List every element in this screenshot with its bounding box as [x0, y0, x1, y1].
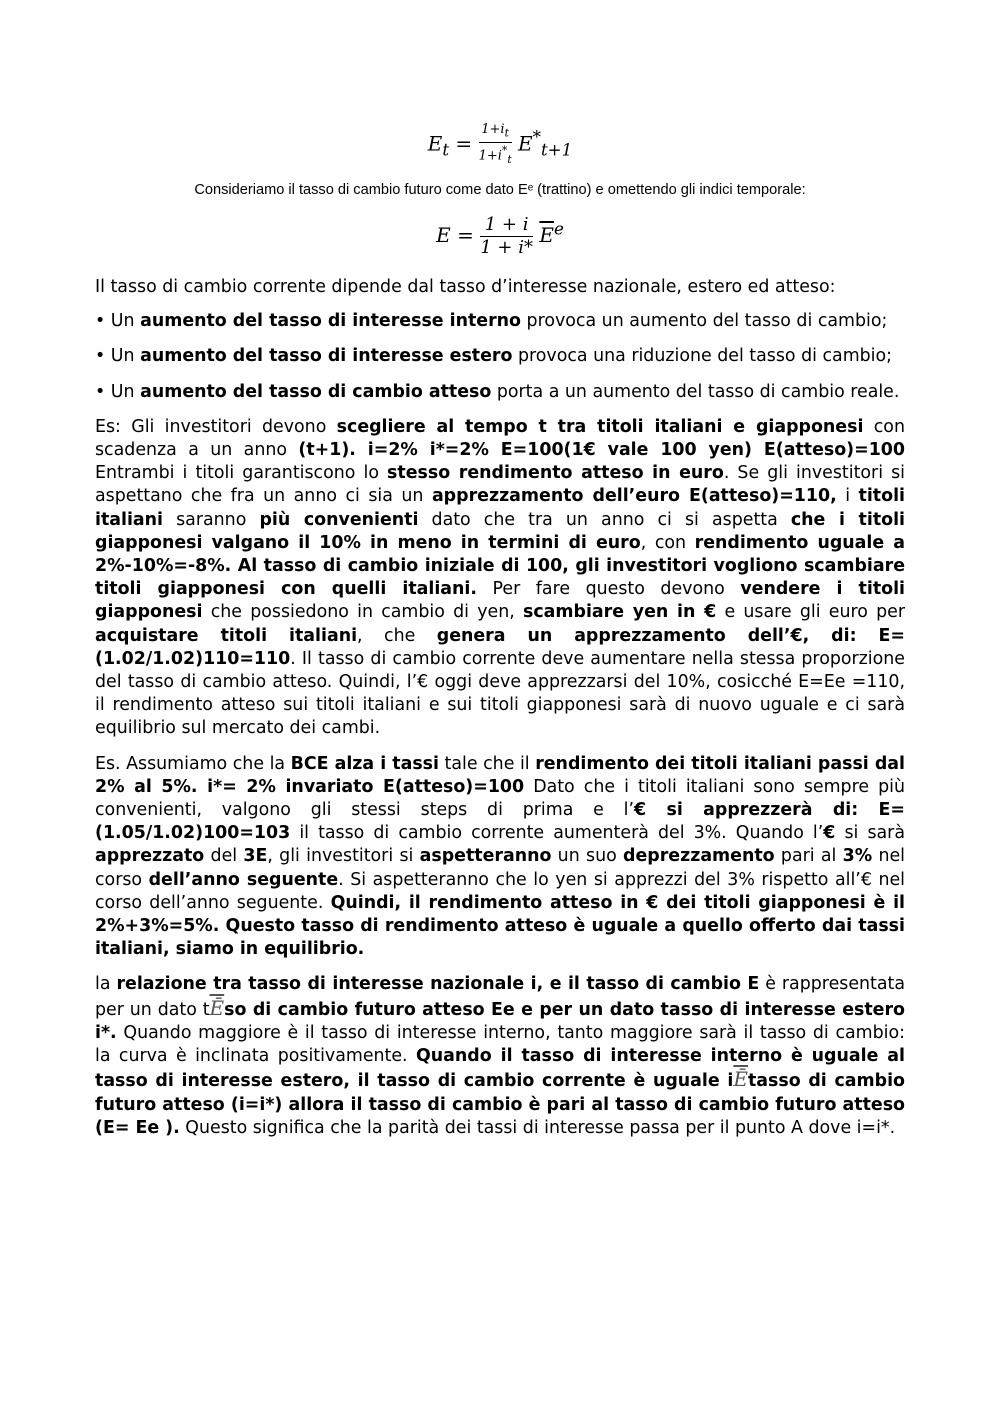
formula1-fraction: $\frac{1+i_t}{1+i^*_t}$: [478, 122, 512, 166]
example-paragraph-1: Es: Gli investitori devono scegliere al tempo t tra titoli italiani e giapponesi con scadenza a un anno (t+1). i=2% i*=2% E=100(1€ vale 100 yen) E(atteso)=100 Entrambi i titoli garantiscono lo stesso rendimento atteso in euro. Se gli investitori si aspettano che fra un anno ci sia un apprezzamento dell’euro E(atteso)=110, i titoli italiani saranno più convenienti dato che tra un anno ci si aspetta che i titoli giapponesi valgano il 10% in meno in termini di euro, con rendimento uguale a 2%-10%=-8%. Al tasso di cambio iniziale di 100, gli investitori vogliono scambiare titoli giapponesi con quelli italiani. Per fare questo devono vendere i titoli giapponesi che possiedono in cambio di yen, scambiare yen in € e usare gli euro per acquistare titoli italiani, che genera un apprezzamento dell’€, di: E=(1.02/1.02)110=110. Il tasso di cambio corrente deve aumentare nella stessa proporzione del tasso di cambio atteso. Quindi, l’€ oggi deve apprezzarsi del 10%, cosicché E=Ee =110, il rendimento atteso sui titoli italiani e sui titoli giapponesi sarà di nuovo uguale e ci sarà equilibrio sul mercato dei cambi.: [95, 416, 906, 739]
formula-exchange-rate: E = $\frac{1 + i}{1 + i*}$ $\overline{E}^e$: [436, 214, 564, 258]
bullet-item: • Un aumento del tasso di interesse interno provoca un aumento del tasso di cambio;: [95, 311, 888, 332]
formula-exchange-rate-time: $E_t$ = $\frac{1+i_t}{1+i^*_t}$ $E^*_{t+1}$: [427, 122, 573, 166]
document-body: [95, 276, 905, 1152]
bullet-item: • Un aumento del tasso di cambio atteso porta a un aumento del tasso di cambio reale.: [95, 381, 900, 402]
expected-rate-glyph: $\overline{Ē}$: [209, 995, 225, 1020]
bullet-item: • Un aumento del tasso di interesse estero provoca una riduzione del tasso di cambio;: [95, 346, 892, 367]
formula-note: Consideriamo il tasso di cambio futuro come dato Eᵉ (trattino) e omettendo gli indici temporale:: [194, 182, 806, 198]
formula2-fraction: $\frac{1 + i}{1 + i*}$: [480, 214, 533, 258]
example-paragraph-2: Es. Assumiamo che la BCE alza i tassi tale che il rendimento dei titoli italiani passi dal 2% al 5%. i*= 2% invariato E(atteso)=100 Dato che i titoli italiani sono sempre più convenienti, valgono gli stessi steps di prima e l’€ si apprezzerà di: E=(1.05/1.02)100=103 il tasso di cambio corrente aumenterà del 3%. Quando l’€ si sarà apprezzato del 3E, gli investitori si aspetteranno un suo deprezzamento pari al 3% nel corso dell’anno seguente. Si aspetteranno che lo yen si apprezzi del 3% rispetto all’€ nel corso dell’anno seguente. Quindi, il rendimento atteso in € dei titoli giapponesi è il 2%+3%=5%. Questo tasso di rendimento atteso è uguale a quello offerto dai tassi italiani, siamo in equilibrio.: [95, 753, 906, 960]
expected-rate-glyph: $\overline{Ē}$: [733, 1067, 748, 1092]
intro-paragraph: Il tasso di cambio corrente dipende dal tasso d’interesse nazionale, estero ed atteso:: [95, 277, 836, 297]
relation-paragraph: la relazione tra tasso di interesse nazionale i, e il tasso di cambio E è rappresentata per un dato $t\overline{Ē}so$ di cambio futuro atteso Ee e per un dato tasso di interesse estero i*. Quando maggiore è il tasso di interesse interno, tanto maggiore sarà il tasso di cambio: la curva è inclinata positivamente. Quando il tasso di interesse interno è uguale al tasso di interesse estero, il tasso di cambio corrente è uguale $i\overline{Ē}tasso$ di cambio futuro atteso (i=i*) allora il tasso di cambio è pari al tasso di cambio futuro atteso (E= Ee ). Questo significa che la parità dei tassi di interesse passa per il punto A dove i=i*.: [95, 974, 905, 1138]
